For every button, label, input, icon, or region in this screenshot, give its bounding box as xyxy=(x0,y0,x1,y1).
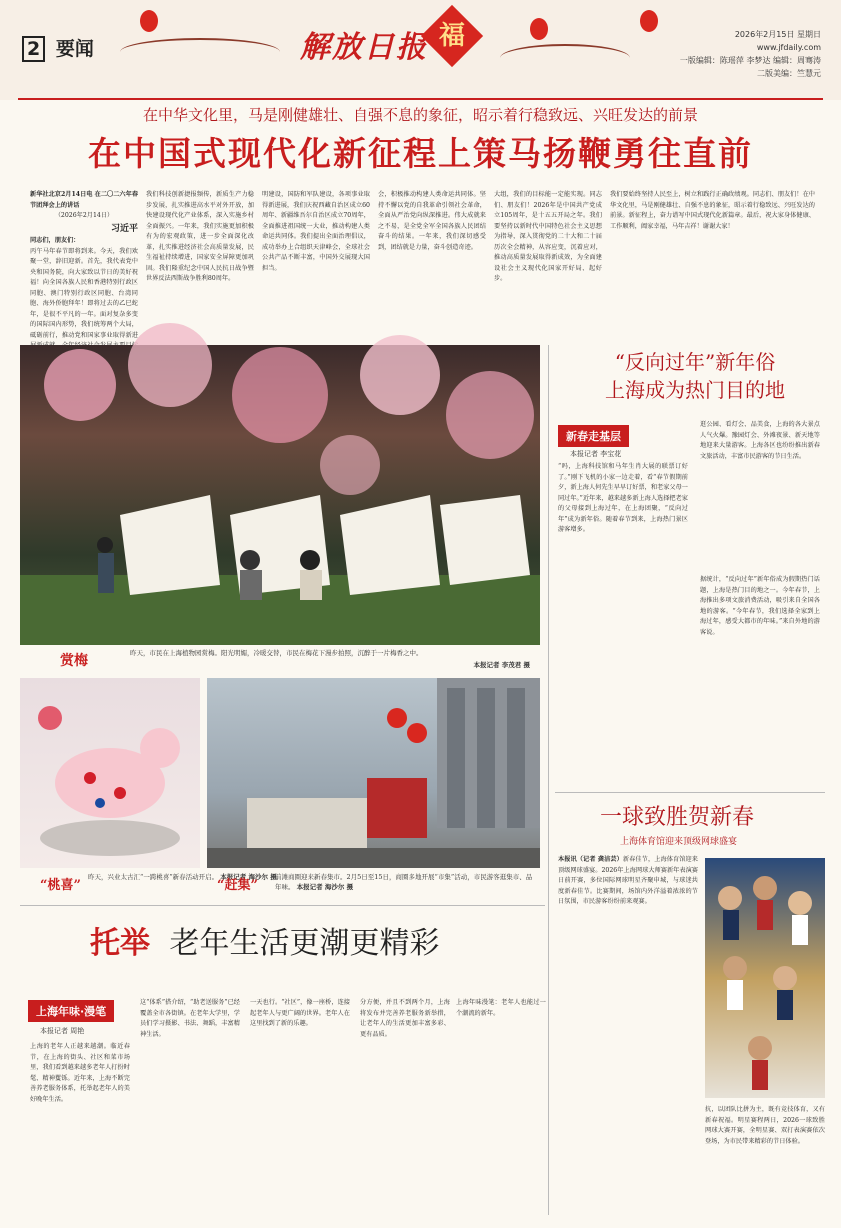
story3-subhead: 上海体育馆迎来顶级网球盛宴 xyxy=(620,837,738,847)
plum-branch-decoration xyxy=(500,44,630,72)
editors-2: 二版美编：竺慧元 xyxy=(757,69,821,78)
story3-column-2: 抗，以团队比拼为主，既有竞技体育，又有新春祝福。明星赛程两日，2026一球致胜网球大赛开赛，全明星赛、双打表演赛依次登场，为市民带来精彩的节日体验。 xyxy=(705,1106,825,1145)
lead-column-4: 会，积极推动构建人类命运共同体。坚持不懈以党的自我革命引领社会革命，全面从严治党向纵深推进。伟大成就来之不易，是全党全军全国各族人民团结奋斗的结果。一年来，我们深切感受到，团结就是力量，奋斗创造奇迹。 xyxy=(378,191,486,251)
main-caption-title: 赏梅 xyxy=(60,653,88,669)
page-number: 2 要闻 xyxy=(22,34,94,61)
tennis-photo-art xyxy=(705,858,825,1098)
lead-column-1: 新华社北京2月14日电 在二〇二六年春节团拜会上的讲话 （2026年2月14日） 习近平 同志们，朋友们： 丙午马年春节即将到来。今天，我们欢聚一堂，辞旧迎新。首先，我代表党中央和国务院，向大家致以节日的美好祝福！向全国各族人民和香港特别行政区同胞、澳门特别行政区同胞、台湾同胞、海外侨胞拜年！即将过去的乙巳蛇年，是很不平凡的一年。面对复杂多变的国际国内形势，我们统筹两个大局，砥砺前行，推动党和国家事业取得新进 xyxy=(30,191,139,339)
story2-tag: 新春走基层 xyxy=(558,425,629,447)
lead-column-2: 我们科技创新捷报频传，新质生产力稳步发展，扎实推进高水平对外开放，加快建设现代化产业体系，深入实施乡村全面振兴。一年来，我们实施更加积极有为的宏观政策，进一步全面深化改革，扎实推进经济社会高质量发展，民生福祉持续增进，国家安全屏障更加巩固。我们隆重纪念中国人民抗日战争暨世界反法西斯战争胜利80周年。 xyxy=(146,191,254,282)
market-photo-art xyxy=(207,678,540,868)
lantern-icon xyxy=(530,18,548,40)
story4-column-2: 这“体系”搭介绍，“助老送服务”已经覆盖全市各街镇。在老年大学里，学员们学习摄影、书法、舞蹈，丰富精神生活。 xyxy=(140,999,240,1038)
story2-column-2: 逛公园、看灯会、品美食，上海的各大景点人气火爆。豫园灯会、外滩夜景、新天地等地迎来大量游客。上海各区也纷纷推出新春文旅活动，丰富市民游客的节日生活。 xyxy=(700,421,820,460)
column-divider xyxy=(548,345,549,1215)
plum-photo-art xyxy=(20,345,540,645)
right-caption: “赶集” 前滩商圈迎来新春集市。2月5日至15日，商圈多地开展“市集”活动，市民游客逛集市、品年味。 本报记者 海沙尔 摄 xyxy=(217,873,533,893)
divider xyxy=(555,792,825,793)
lead-kicker: 在中华文化里，马是刚健雄壮、自强不息的象征，昭示着行稳致远、兴旺发达的前景 xyxy=(142,106,698,124)
story3-column-1: 本报讯（记者 龚洁芸）新春佳节，上海体育馆迎来顶级网球盛宴。2026年上海网球大师赛新年表演赛日前开赛，多位国际网球明星齐聚申城，与球迷共度新春佳节。比赛期间，场馆内外洋溢着浓浓的节日氛围，市民游客纷纷前来观赛。 xyxy=(558,856,698,905)
lead-column-3: 明建设，国防和军队建设，各项事业取得新进展，我们庆祝西藏自治区成立60周年、新疆维吾尔自治区成立70周年，全面推进祖国统一大业，推动构建人类命运共同体。我们提出全面治理倡议，成功举办上合组织天津峰会，全球社会公共产品不断丰富，中国外交展现大国担当。 xyxy=(262,191,370,272)
issue-date: 2026年2月15日 星期日 xyxy=(734,30,821,39)
story3-headline[interactable]: 一球致胜贺新春 xyxy=(600,805,755,830)
story4-byline: 本报记者 周艳 xyxy=(40,1027,85,1035)
left-caption-tag: “桃喜” xyxy=(40,878,81,893)
story2-headline[interactable]: “反向过年”新年俗 上海成为热门目的地 xyxy=(605,350,785,402)
right-caption-tag: “赶集” xyxy=(217,878,258,893)
editors: 一版编辑：陈瑶萍 李梦达 编辑：周骞涛 xyxy=(679,56,821,65)
story4-column-3: 一天也行。“社区”，像一座桥，连接起老年人与更广阔的世界。老年人在这里找到了新的乐趣。 xyxy=(250,999,350,1027)
masthead-info xyxy=(680,28,821,80)
tennis-players-photo xyxy=(705,858,825,1098)
fu-character: 福 xyxy=(438,21,465,51)
lead-column-6: 我们要始终坚持人民至上，树立和践行正确政绩观。同志们、朋友们！在中华文化里，马是刚健雄壮、自强不息的象征，昭示着行稳致远、兴旺发达的前景。新征程上，奋力谱写中国式现代化新篇章。最后，祝大家身体健康、工作顺利，阖家幸福，马年吉祥！谢谢大家！ xyxy=(610,191,815,230)
story2-byline: 本报记者 李宝花 xyxy=(570,450,622,458)
main-caption: 赏梅 昨天，市民在上海植物园赏梅。阳光明媚，冷暖交替，市民在梅花下漫步拍照，沉醉于一片梅香之中。 本报记者 李茂君 摄 xyxy=(60,649,530,669)
story4-column-1: 上海的老年人正越来越潮。临近春节，在上海的街头、社区和菜市场里，我们看到越来越多老年人打扮时髦、精神矍铄。近年来，上海不断完善养老服务体系，托举起老年人的美好晚年生活。 xyxy=(30,1043,130,1103)
story4-column-4: 分方便，并且不到两个月，上海将发布并完善养老服务新举措，让老年人的生活更加丰富多彩、更有品质。 xyxy=(360,999,450,1038)
divider xyxy=(20,905,545,906)
newspaper-logo: 解放日报 xyxy=(300,30,428,65)
story2-column-1: “吗，上海科技馆和马年生肖大展的联票订好了。”刚下飞机的小家一边走着，看“春节假期前夕，新上海人何先生早早订好票，和老家父母一同过年。”近年来，越来越多新上海人选择把老家的父母接到上海过年，在上海团聚，“反向过年”成为新年俗。随着春节到来，上海热门景区游客增多。 xyxy=(558,463,688,533)
lantern-icon xyxy=(140,10,158,32)
story4-headline[interactable]: 托举 老年生活更潮更精彩 xyxy=(90,926,440,961)
lead-headline[interactable]: 在中国式现代化新征程上策马扬鞭勇往直前 xyxy=(88,134,753,173)
main-credit: 本报记者 李茂君 摄 xyxy=(473,661,530,669)
horse-photo-art xyxy=(20,678,200,868)
website-link[interactable]: www.jfdaily.com xyxy=(756,43,821,52)
story2-column-3: 据统计，“反向过年”新年俗成为假期热门话题，上海是热门目的地之一。今年春节，上海推出多项文旅消费活动，吸引来自全国各地的游客。“今年春节，我们选择全家到上海过年，感受大都市的年味。”来自外地的游客说。 xyxy=(700,576,820,636)
lead-author: 习近平 xyxy=(110,223,138,234)
story4-tag: 上海年味·漫笔 xyxy=(28,1000,114,1022)
market-street-photo xyxy=(207,678,540,868)
left-caption-text: 昨天，兴业太古汇“一跨桃喜”新春活动开启。 本报记者 海沙尔 摄 xyxy=(88,873,277,881)
plum-branch-decoration xyxy=(120,38,280,66)
lantern-icon xyxy=(640,10,658,32)
story4-column-5: 上海年味漫笔：老年人也能过一个潮流的新年。 xyxy=(456,999,546,1017)
horse-sculpture-photo xyxy=(20,678,200,868)
plum-blossom-photo xyxy=(20,345,540,645)
lead-column-5: 大组，我们的目标能一定能实现。同志们、朋友们！2026年是中国共产党成立105周年，是十五五开局之年。我们要坚持以新时代中国特色社会主义思想为指导，深入贯彻党的二十大和二十届历次全会精神，从容应变，沉着应对，推动高质量发展取得新成效，为全面建设社会主义现代化国家开好局、起好步。 xyxy=(494,191,602,282)
masthead-rule xyxy=(18,98,823,100)
